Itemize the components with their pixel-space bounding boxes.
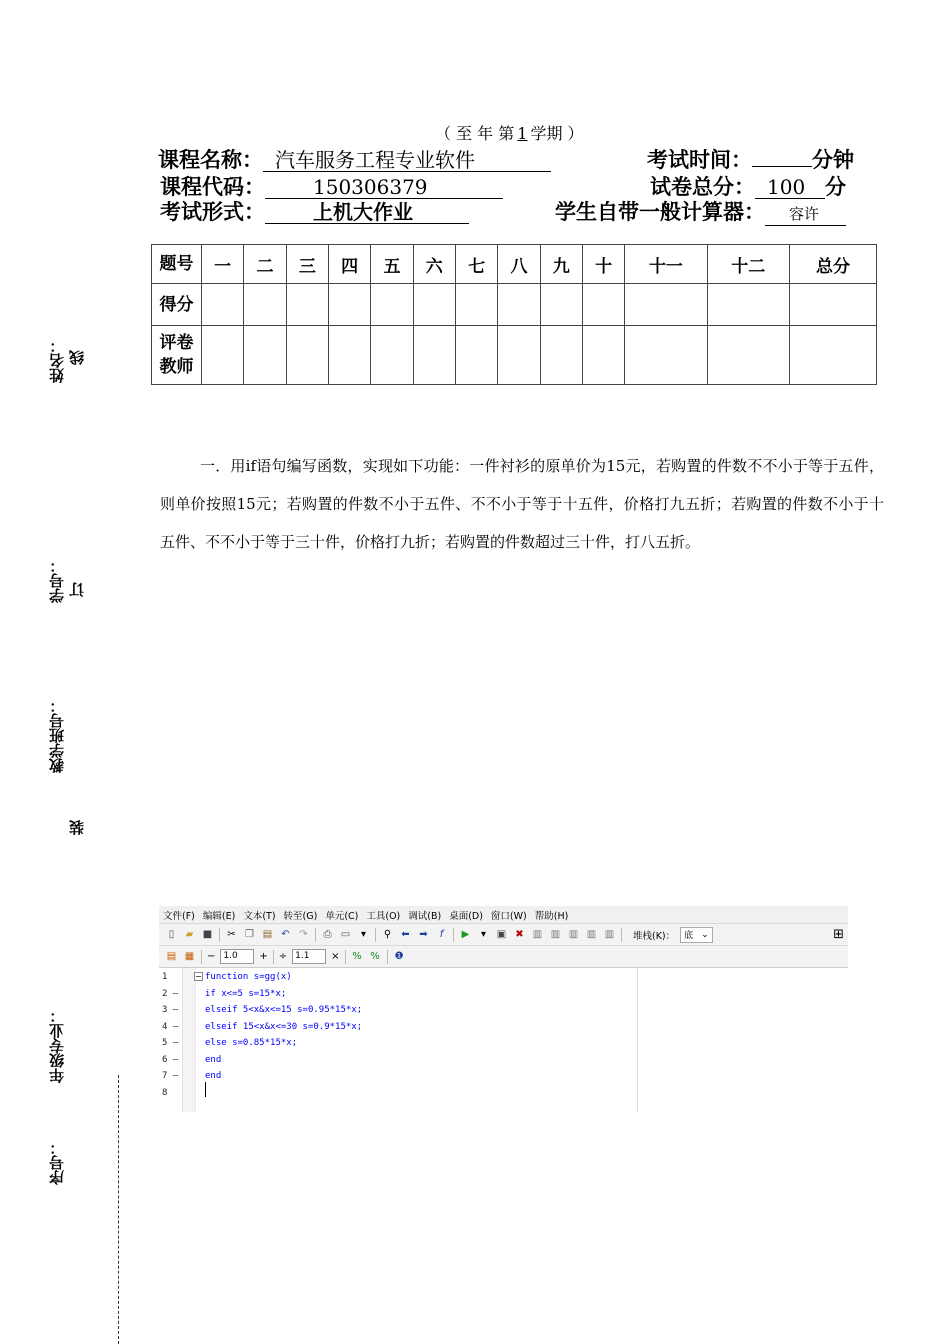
chevron-down-icon: ⌄ [701, 929, 709, 940]
score-cell[interactable] [455, 284, 497, 326]
grader-cell[interactable] [790, 326, 877, 385]
table-header-cell: 十一 [625, 245, 707, 284]
toolbar-separator [201, 950, 202, 964]
score-cell[interactable] [371, 284, 413, 326]
decrement-button[interactable]: − [207, 951, 216, 962]
help-info-icon[interactable]: ❶ [394, 950, 404, 962]
table-header-cell: 九 [540, 245, 582, 284]
uncomment-icon[interactable]: % [370, 950, 380, 962]
course-code-value: 150306379 [265, 176, 503, 199]
multiply-button[interactable]: × [331, 951, 340, 962]
back-arrow-icon[interactable]: ⬅ [401, 928, 410, 940]
line-number: 7 – [162, 1071, 179, 1081]
class-no-label: 教学班号： [48, 698, 66, 773]
table-header-cell: 十二 [707, 245, 789, 284]
function-icon[interactable]: f [439, 928, 444, 940]
line-mark: 线 [68, 350, 86, 365]
zhuang-mark: 装 [68, 820, 86, 835]
chevron-down-icon[interactable]: ▾ [360, 928, 367, 940]
cut-icon[interactable]: ✂ [227, 928, 236, 940]
major-label: 年级专业： [48, 1008, 66, 1083]
toolbar-separator [273, 950, 274, 964]
fold-column [183, 968, 196, 1112]
score-cell[interactable] [707, 284, 789, 326]
grader-cell[interactable] [371, 326, 413, 385]
calculator-label: 学生自带一般计算器： [555, 200, 765, 224]
score-cell[interactable] [540, 284, 582, 326]
semester-line [435, 121, 584, 144]
grader-cell[interactable] [202, 326, 244, 385]
fold-toggle-icon[interactable]: − [195, 972, 202, 981]
menu-goto[interactable]: 转至(G) [283, 910, 318, 922]
code-text: if x<=5 s=15*x; [205, 988, 287, 999]
line-number: 1 [162, 972, 168, 982]
right-margin-line [637, 968, 638, 1112]
table-header-cell: 七 [455, 245, 497, 284]
menu-help[interactable]: 帮助(H) [534, 910, 569, 922]
score-cell[interactable] [244, 284, 286, 326]
exam-form-value: 上机大作业 [265, 201, 469, 224]
line-number: 6 – [162, 1054, 179, 1065]
calculator-value: 容许 [765, 203, 846, 226]
toolbar-separator [375, 928, 376, 942]
code-text: end [205, 1071, 222, 1081]
menu-file[interactable]: 文件(F) [163, 910, 195, 922]
toolbar-separator [387, 950, 388, 964]
line-number: 3 – [162, 1005, 179, 1015]
grader-cell[interactable] [328, 326, 370, 385]
grader-row-label [152, 326, 202, 385]
menu-tools[interactable]: 工具(O) [366, 910, 401, 922]
code-area[interactable] [159, 967, 848, 1112]
forward-arrow-icon[interactable]: ➡ [419, 928, 428, 940]
undo-icon[interactable]: ↶ [281, 928, 290, 940]
insert-cell-icon[interactable]: ▤ [166, 950, 177, 962]
table-header-cell: 六 [413, 245, 455, 284]
eval-cell-icon[interactable]: ▦ [184, 950, 195, 962]
grader-cell[interactable] [413, 326, 455, 385]
menu-cell[interactable]: 单元(C) [325, 910, 359, 922]
clear-breakpoints-icon[interactable]: ✖ [515, 928, 524, 940]
stack-label: 堆栈(K)： [633, 930, 676, 942]
code-text: elseif 15<x&x<=30 s=0.9*15*x; [205, 1021, 363, 1032]
code-text: else s=0.85*15*x; [205, 1038, 298, 1048]
menu-edit[interactable]: 编辑(E) [202, 910, 236, 922]
semester-prefix: （ 至 年 第 [435, 124, 515, 143]
total-score-label: 试卷总分： [650, 175, 755, 199]
editor-toolbar [159, 923, 848, 945]
menu-debug[interactable]: 调试(B) [408, 910, 442, 922]
code-text: end [205, 1054, 222, 1065]
semester-suffix: 学期 ） [530, 124, 584, 143]
ding-mark: 订 [68, 582, 86, 597]
exam-time-label: 考试时间： [647, 148, 752, 172]
table-header-cell: 十 [582, 245, 624, 284]
step-out-icon[interactable]: ▥ [568, 928, 579, 940]
set-breakpoint-icon[interactable]: ▣ [496, 928, 507, 940]
grid-layout-icon[interactable]: ⊞ [833, 927, 844, 942]
grader-cell[interactable] [498, 326, 540, 385]
exam-form-row [160, 196, 469, 226]
new-file-icon[interactable]: ▯ [168, 928, 175, 940]
seq-label: 序号： [48, 1140, 66, 1185]
comment-icon[interactable]: % [352, 950, 362, 962]
increment-value-input[interactable]: 1.0 [220, 949, 254, 964]
grader-cell[interactable] [582, 326, 624, 385]
grader-row [152, 326, 877, 385]
step-in-icon[interactable]: ▥ [550, 928, 561, 940]
publish-icon[interactable]: ▭ [340, 928, 351, 940]
toolbar-separator [315, 928, 316, 942]
menu-text[interactable]: 文本(T) [243, 910, 276, 922]
code-text: function s=gg(x) [205, 972, 292, 982]
exam-time-unit: 分钟 [812, 148, 854, 172]
menu-desktop[interactable]: 桌面(D) [449, 910, 483, 922]
code-text: elseif 5<x&x<=15 s=0.95*15*x; [205, 1005, 363, 1015]
score-cell[interactable] [498, 284, 540, 326]
redo-icon[interactable]: ↷ [299, 928, 308, 940]
exam-time-value [752, 166, 812, 167]
line-number: 4 – [162, 1021, 179, 1032]
table-header-cell: 四 [328, 245, 370, 284]
binding-dotted-line [118, 1075, 119, 1344]
table-header-cell: 五 [371, 245, 413, 284]
toolbar-separator [453, 928, 454, 942]
grader-cell[interactable] [707, 326, 789, 385]
increment-button[interactable]: + [259, 951, 268, 962]
find-icon[interactable]: ⚲ [383, 928, 392, 940]
continue-icon[interactable]: ▥ [586, 928, 597, 940]
divide-button[interactable]: ÷ [278, 951, 288, 962]
stack-value: 底 [684, 931, 694, 941]
menu-window[interactable]: 窗口(W) [490, 910, 527, 922]
table-header-cell: 题号 [152, 245, 202, 284]
table-header-cell: 八 [498, 245, 540, 284]
cell-toolbar [159, 945, 848, 967]
line-number: 2 – [162, 988, 179, 999]
score-row [152, 284, 877, 326]
run-icon[interactable]: ▶ [461, 928, 470, 940]
student-id-label: 学号： [48, 558, 66, 603]
toolbar-separator [621, 928, 622, 942]
open-folder-icon[interactable]: ▰ [185, 928, 194, 940]
scale-value-input[interactable]: 1.1 [292, 949, 326, 964]
total-score-unit: 分 [825, 175, 846, 199]
table-header-cell: 总分 [790, 245, 877, 284]
grader-cell[interactable] [455, 326, 497, 385]
print-icon[interactable]: ⎙ [323, 928, 332, 940]
total-score-value: 100 [755, 176, 825, 199]
text-cursor [205, 1082, 206, 1097]
grader-cell[interactable] [540, 326, 582, 385]
chevron-down-icon[interactable]: ▾ [480, 928, 487, 940]
save-icon[interactable]: ■ [202, 928, 213, 940]
editor-menubar [159, 906, 848, 923]
code-editor-screenshot [159, 906, 848, 1112]
course-code-label: 课程代码： [160, 175, 265, 199]
toolbar-separator [345, 950, 346, 964]
question-text: 一．用if语句编写函数，实现如下功能：一件衬衫的原单价为15元，若购置的件数不不小于等于五件，则单价按照15元；若购置的件数不小于五件、不不小于等于十五件，价格打九五折；若购置的件数不小于十五件、不不小于等于三十件，价格打九折；若购置的件数超过三十件，打八五折。 [160, 457, 884, 551]
table-header-cell: 三 [286, 245, 328, 284]
name-label: 姓名： [48, 338, 66, 383]
grader-cell[interactable] [244, 326, 286, 385]
grader-cell[interactable] [625, 326, 707, 385]
copy-icon[interactable]: ❐ [245, 928, 254, 940]
course-name-value: 汽车服务工程专业软件 [263, 149, 551, 172]
score-cell[interactable] [625, 284, 707, 326]
course-name-row [158, 144, 551, 174]
table-header-cell: 二 [244, 245, 286, 284]
score-cell[interactable] [328, 284, 370, 326]
score-cell[interactable] [202, 284, 244, 326]
line-number: 8 [162, 1087, 168, 1098]
score-cell[interactable] [413, 284, 455, 326]
score-cell[interactable] [286, 284, 328, 326]
table-header-cell: 一 [202, 245, 244, 284]
stack-dropdown[interactable] [680, 927, 713, 943]
calculator-row [555, 196, 846, 226]
step-icon[interactable]: ▥ [532, 928, 543, 940]
toolbar-separator [219, 928, 220, 942]
paste-icon[interactable]: ▤ [262, 928, 273, 940]
course-name-label: 课程名称： [158, 148, 263, 172]
line-number: 5 – [162, 1038, 179, 1048]
grader-cell[interactable] [286, 326, 328, 385]
score-cell[interactable] [582, 284, 624, 326]
grader-label-line1: 评卷 [159, 333, 194, 353]
score-table [151, 244, 877, 385]
exit-debug-icon[interactable]: ▥ [604, 928, 615, 940]
score-cell[interactable] [790, 284, 877, 326]
score-table-header-row [152, 245, 877, 284]
score-row-label: 得分 [152, 284, 202, 326]
semester-number: 1 [517, 124, 528, 143]
exam-form-label: 考试形式： [160, 200, 265, 224]
grader-label-line2: 教师 [159, 357, 194, 377]
exam-time-row [647, 144, 854, 174]
